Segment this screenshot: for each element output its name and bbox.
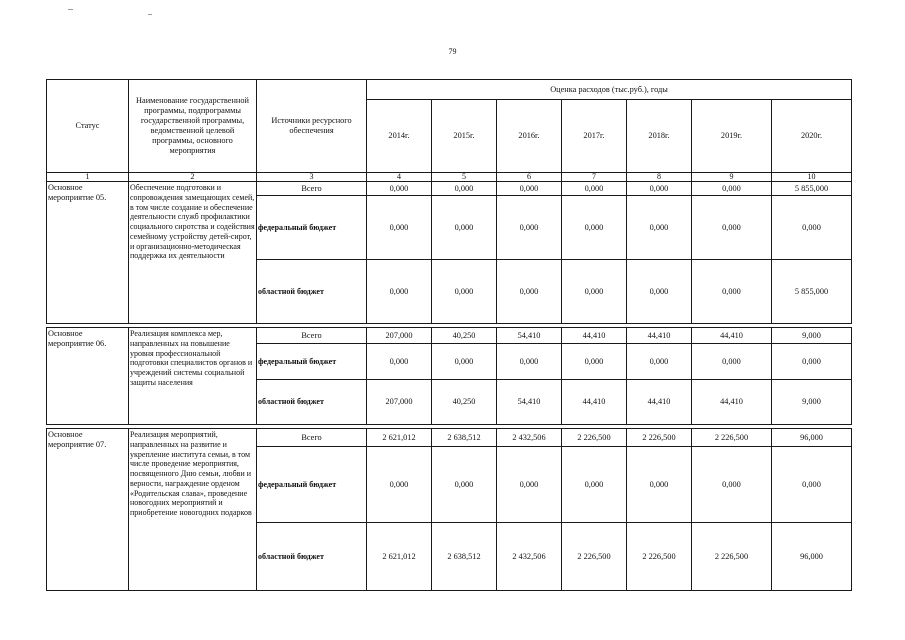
- value-cell: 9,000: [772, 380, 852, 425]
- header-year: 2018г.: [627, 100, 692, 173]
- value-cell: 207,000: [367, 380, 432, 425]
- header-year: 2015г.: [432, 100, 497, 173]
- value-cell: 0,000: [432, 447, 497, 523]
- value-cell: 0,000: [432, 196, 497, 260]
- value-cell: 44,410: [627, 328, 692, 344]
- value-cell: 2 621,012: [367, 429, 432, 447]
- value-cell: 2 432,506: [497, 523, 562, 591]
- header-year: 2019г.: [692, 100, 772, 173]
- value-cell: 2 621,012: [367, 523, 432, 591]
- column-number: 7: [562, 173, 627, 182]
- value-cell: 0,000: [692, 260, 772, 324]
- value-cell: 0,000: [432, 344, 497, 380]
- funding-source: федеральный бюджет: [257, 447, 367, 523]
- value-cell: 0,000: [497, 447, 562, 523]
- value-cell: 0,000: [367, 196, 432, 260]
- header-year: 2020г.: [772, 100, 852, 173]
- value-cell: 0,000: [627, 260, 692, 324]
- value-cell: 0,000: [562, 196, 627, 260]
- value-cell: 207,000: [367, 328, 432, 344]
- value-cell: 0,000: [497, 344, 562, 380]
- value-cell: 0,000: [692, 344, 772, 380]
- header-year: 2014г.: [367, 100, 432, 173]
- header-row: [47, 80, 852, 100]
- page-number: 79: [448, 47, 457, 56]
- value-cell: 54,410: [497, 328, 562, 344]
- value-cell: 9,000: [772, 328, 852, 344]
- value-cell: 0,000: [367, 344, 432, 380]
- value-cell: 0,000: [432, 260, 497, 324]
- value-cell: 2 226,500: [627, 429, 692, 447]
- funding-source: Всего: [257, 328, 367, 344]
- column-number: 4: [367, 173, 432, 182]
- value-cell: 5 855,000: [772, 182, 852, 196]
- value-cell: 5 855,000: [772, 260, 852, 324]
- measure-name: Обеспечение подготовки и сопровождения замещающих семей, в том числе создание и обеспечение деятельности служб профилактики социального сиротства и содействия семейному устройству детей-сирот, и организационно-методическая поддержка их деятельности: [129, 182, 257, 324]
- header-year: 2016г.: [497, 100, 562, 173]
- column-number: 5: [432, 173, 497, 182]
- value-cell: 0,000: [692, 447, 772, 523]
- header-status: Статус: [47, 80, 129, 173]
- value-cell: 0,000: [627, 447, 692, 523]
- value-cell: 2 432,506: [497, 429, 562, 447]
- value-cell: 0,000: [692, 182, 772, 196]
- value-cell: 2 226,500: [562, 429, 627, 447]
- value-cell: 96,000: [772, 523, 852, 591]
- value-cell: 0,000: [692, 196, 772, 260]
- column-number: 2: [129, 173, 257, 182]
- column-number: 10: [772, 173, 852, 182]
- column-number-row: [47, 173, 852, 182]
- budget-table: [46, 79, 852, 591]
- value-cell: 0,000: [772, 447, 852, 523]
- header-cost-estimate: Оценка расходов (тыс.руб.), годы: [367, 80, 852, 100]
- header-program-name: Наименование государственной программы, подпрограммы государственной программы, ведомственной целевой программы, основного мероприятия: [129, 80, 257, 173]
- value-cell: 0,000: [772, 196, 852, 260]
- measure-name: Реализация комплекса мер, направленных на повышение уровня профессиональной подготовки специалистов органов и учреждений системы социальной защиты населения: [129, 328, 257, 425]
- column-number: 6: [497, 173, 562, 182]
- value-cell: 0,000: [562, 447, 627, 523]
- value-cell: 96,000: [772, 429, 852, 447]
- value-cell: 2 226,500: [692, 523, 772, 591]
- measure-status: Основное мероприятие 06.: [47, 328, 129, 425]
- column-number: 9: [692, 173, 772, 182]
- value-cell: 0,000: [497, 260, 562, 324]
- value-cell: 2 638,512: [432, 523, 497, 591]
- table-row: [47, 429, 852, 447]
- value-cell: 0,000: [772, 344, 852, 380]
- value-cell: 44,410: [692, 380, 772, 425]
- value-cell: 0,000: [497, 182, 562, 196]
- value-cell: 2 226,500: [692, 429, 772, 447]
- value-cell: 44,410: [562, 380, 627, 425]
- funding-source: Всего: [257, 182, 367, 196]
- measure-status: Основное мероприятие 05.: [47, 182, 129, 324]
- funding-source: областной бюджет: [257, 380, 367, 425]
- value-cell: 0,000: [562, 182, 627, 196]
- column-number: 1: [47, 173, 129, 182]
- header-year: 2017г.: [562, 100, 627, 173]
- value-cell: 44,410: [627, 380, 692, 425]
- value-cell: 0,000: [367, 260, 432, 324]
- scan-speck: [148, 14, 152, 15]
- value-cell: 2 226,500: [562, 523, 627, 591]
- value-cell: 54,410: [497, 380, 562, 425]
- funding-source: областной бюджет: [257, 523, 367, 591]
- value-cell: 0,000: [367, 182, 432, 196]
- value-cell: 0,000: [627, 182, 692, 196]
- value-cell: 0,000: [367, 447, 432, 523]
- table-row: [47, 328, 852, 344]
- value-cell: 0,000: [432, 182, 497, 196]
- scan-speck: [68, 9, 73, 10]
- funding-source: федеральный бюджет: [257, 196, 367, 260]
- value-cell: 0,000: [562, 260, 627, 324]
- value-cell: 0,000: [627, 344, 692, 380]
- column-number: 3: [257, 173, 367, 182]
- value-cell: 40,250: [432, 328, 497, 344]
- funding-source: федеральный бюджет: [257, 344, 367, 380]
- funding-source: Всего: [257, 429, 367, 447]
- value-cell: 2 226,500: [627, 523, 692, 591]
- value-cell: 0,000: [562, 344, 627, 380]
- header-funding-sources: Источники ресурсного обеспечения: [257, 80, 367, 173]
- column-number: 8: [627, 173, 692, 182]
- value-cell: 40,250: [432, 380, 497, 425]
- value-cell: 2 638,512: [432, 429, 497, 447]
- measure-status: Основное мероприятие 07.: [47, 429, 129, 591]
- table-row: [47, 182, 852, 196]
- value-cell: 44,410: [562, 328, 627, 344]
- value-cell: 0,000: [627, 196, 692, 260]
- value-cell: 44,410: [692, 328, 772, 344]
- value-cell: 0,000: [497, 196, 562, 260]
- measure-name: Реализация мероприятий, направленных на развитие и укрепление института семьи, в том числе проведение мероприятия, посвященного Дню семьи, любви и верности, награждение орденом «Родительская слава», проведение новогодних мероприятий и приобретение новогодних подарков: [129, 429, 257, 591]
- funding-source: областной бюджет: [257, 260, 367, 324]
